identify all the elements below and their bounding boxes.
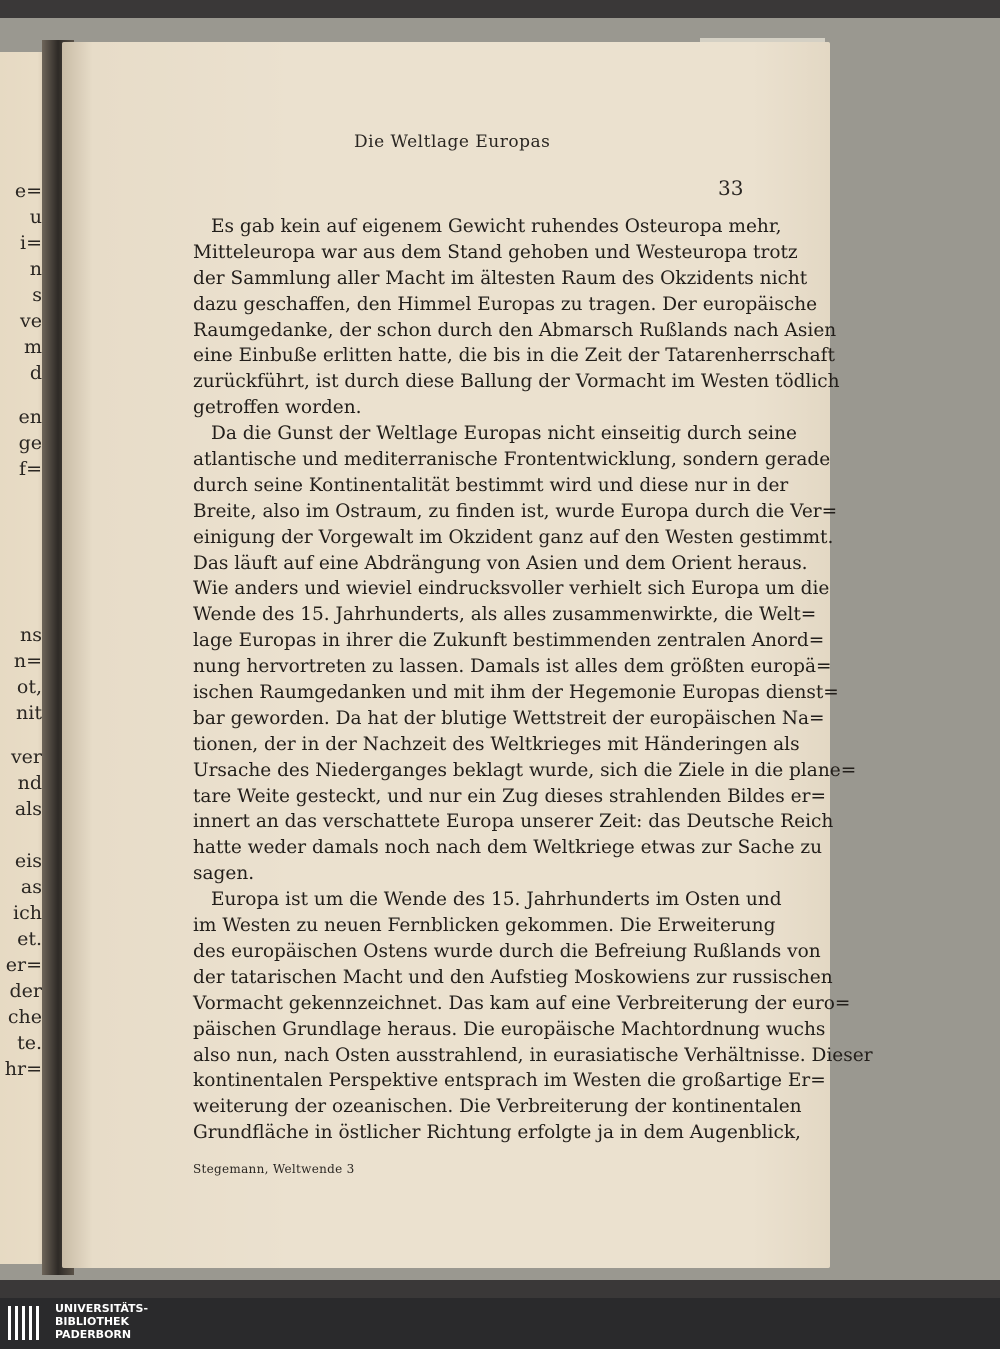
text-line: hatte weder damals noch nach dem Weltkriege etwas zur Sache zu [193, 837, 823, 859]
left-page-fragment: m [23, 336, 42, 358]
left-page-fragment: i= [20, 232, 42, 254]
body-text [193, 214, 873, 1146]
left-page-fragment: ve [20, 310, 42, 332]
text-line: atlantische und mediterranische Frontentwicklung, sondern gerade [193, 449, 831, 471]
library-name-line: BIBLIOTHEK [55, 1315, 130, 1328]
text-line: ischen Raumgedanken und mit ihm der Hegemonie Europas dienst= [193, 682, 839, 704]
text-line: Vormacht gekennzeichnet. Das kam auf eine Verbreiterung der euro= [193, 992, 851, 1014]
text-line: nung hervortreten zu lassen. Damals ist alles dem größten europä= [193, 656, 832, 678]
library-name [55, 1302, 148, 1341]
text-line: Da die Gunst der Weltlage Europas nicht einseitig durch seine [211, 423, 797, 445]
text-line: Wende des 15. Jahrhunderts, als alles zusammenwirkte, die Welt= [193, 604, 817, 626]
left-page-fragment: as [20, 876, 42, 898]
library-logo-icon [6, 1304, 46, 1342]
text-line: innert an das verschattete Europa unserer Zeit: das Deutsche Reich [193, 811, 834, 833]
text-line: lage Europas in ihrer die Zukunft bestimmenden zentralen Anord= [193, 630, 825, 652]
text-line: tionen, der in der Nachzeit des Weltkrieges mit Händeringen als [193, 733, 800, 755]
running-head: Die Weltlage Europas [354, 132, 551, 152]
text-line: also nun, nach Osten ausstrahlend, in eurasiatische Verhältnisse. Dieser [193, 1044, 873, 1066]
text-line: dazu geschaffen, den Himmel Europas zu tragen. Der europäische [193, 293, 818, 315]
text-line: Wie anders und wieviel eindrucksvoller verhielt sich Europa um die [193, 578, 830, 600]
left-page-fragment: eis [14, 850, 42, 872]
text-line: Europa ist um die Wende des 15. Jahrhunderts im Osten und [211, 889, 782, 911]
left-page-fragment: e= [14, 180, 42, 202]
right-page [62, 42, 873, 1268]
left-page-fragment: er= [5, 954, 42, 976]
printer-signature: Stegemann, Weltwende 3 [193, 1162, 355, 1176]
left-page-fragment: als [14, 798, 42, 820]
text-line: Ursache des Niederganges beklagt wurde, sich die Ziele in die plane= [193, 759, 857, 781]
left-page-fragment: d [29, 362, 42, 384]
left-page-fragment: n [29, 258, 42, 280]
left-page-fragment: che [7, 1006, 42, 1028]
library-footer [0, 1298, 1000, 1349]
left-page-fragment: ver [10, 746, 42, 768]
page-number: 33 [718, 176, 744, 200]
text-line: Raumgedanke, der schon durch den Abmarsch Rußlands nach Asien [193, 319, 837, 341]
library-name-line: PADERBORN [55, 1328, 132, 1341]
left-page-fragment: f= [19, 458, 42, 480]
text-line: im Westen zu neuen Fernblicken gekommen. Die Erweiterung [193, 915, 776, 937]
left-page-fragment: ot, [16, 676, 42, 698]
left-page-fragment: nd [17, 772, 42, 794]
text-line: getroffen worden. [193, 397, 362, 419]
text-line: der Sammlung aller Macht im ältesten Raum des Okzidents nicht [193, 267, 808, 289]
text-line: sagen. [193, 863, 255, 885]
text-line: weiterung der ozeanischen. Die Verbreiterung der kontinentalen [193, 1096, 802, 1118]
left-page-fragment: nit [16, 702, 42, 724]
text-line: der tatarischen Macht und den Aufstieg Moskowiens zur russischen [193, 966, 833, 988]
text-line: bar geworden. Da hat der blutige Wettstreit der europäischen Na= [193, 707, 825, 729]
left-page-fragment: n= [13, 650, 42, 672]
left-page-fragment: te. [17, 1032, 42, 1054]
text-line: päischen Grundlage heraus. Die europäische Machtordnung wuchs [193, 1018, 826, 1040]
left-page-fragment: ich [13, 902, 42, 924]
left-page-fragment: ge [18, 432, 42, 454]
text-line: durch seine Kontinentalität bestimmt wird und diese nur in der [193, 474, 789, 496]
library-name-line: UNIVERSITÄTS- [55, 1302, 149, 1315]
text-line: Grundfläche in östlicher Richtung erfolgte ja in dem Augenblick, [193, 1122, 801, 1144]
text-line: Mitteleuropa war aus dem Stand gehoben und Westeuropa trotz [193, 241, 798, 263]
left-page-fragment: der [9, 980, 42, 1002]
left-page-fragment: hr= [4, 1058, 42, 1080]
left-page-fragment: u [29, 206, 42, 228]
left-page-fragment: s [32, 284, 42, 306]
text-line: Das läuft auf eine Abdrängung von Asien und dem Orient heraus. [193, 552, 808, 574]
text-line: eine Einbuße erlitten hatte, die bis in die Zeit der Tatarenherrschaft [193, 345, 835, 367]
text-line: zurückführt, ist durch diese Ballung der Vormacht im Westen tödlich [193, 371, 840, 393]
left-page-fragment: ns [20, 624, 42, 646]
text-line: tare Weite gesteckt, und nur ein Zug dieses strahlenden Bildes er= [193, 785, 826, 807]
left-page-fragment: en [18, 406, 42, 428]
text-line: einigung der Vorgewalt im Okzident ganz auf den Westen gestimmt. [193, 526, 834, 548]
text-line: Breite, also im Ostraum, zu finden ist, wurde Europa durch die Ver= [193, 500, 838, 522]
left-page-fragment: et. [17, 928, 42, 950]
text-line: des europäischen Ostens wurde durch die Befreiung Rußlands von [193, 940, 821, 962]
text-line: Es gab kein auf eigenem Gewicht ruhendes Osteuropa mehr, [211, 216, 782, 237]
text-line: kontinentalen Perspektive entsprach im Westen die großartige Er= [193, 1070, 826, 1092]
